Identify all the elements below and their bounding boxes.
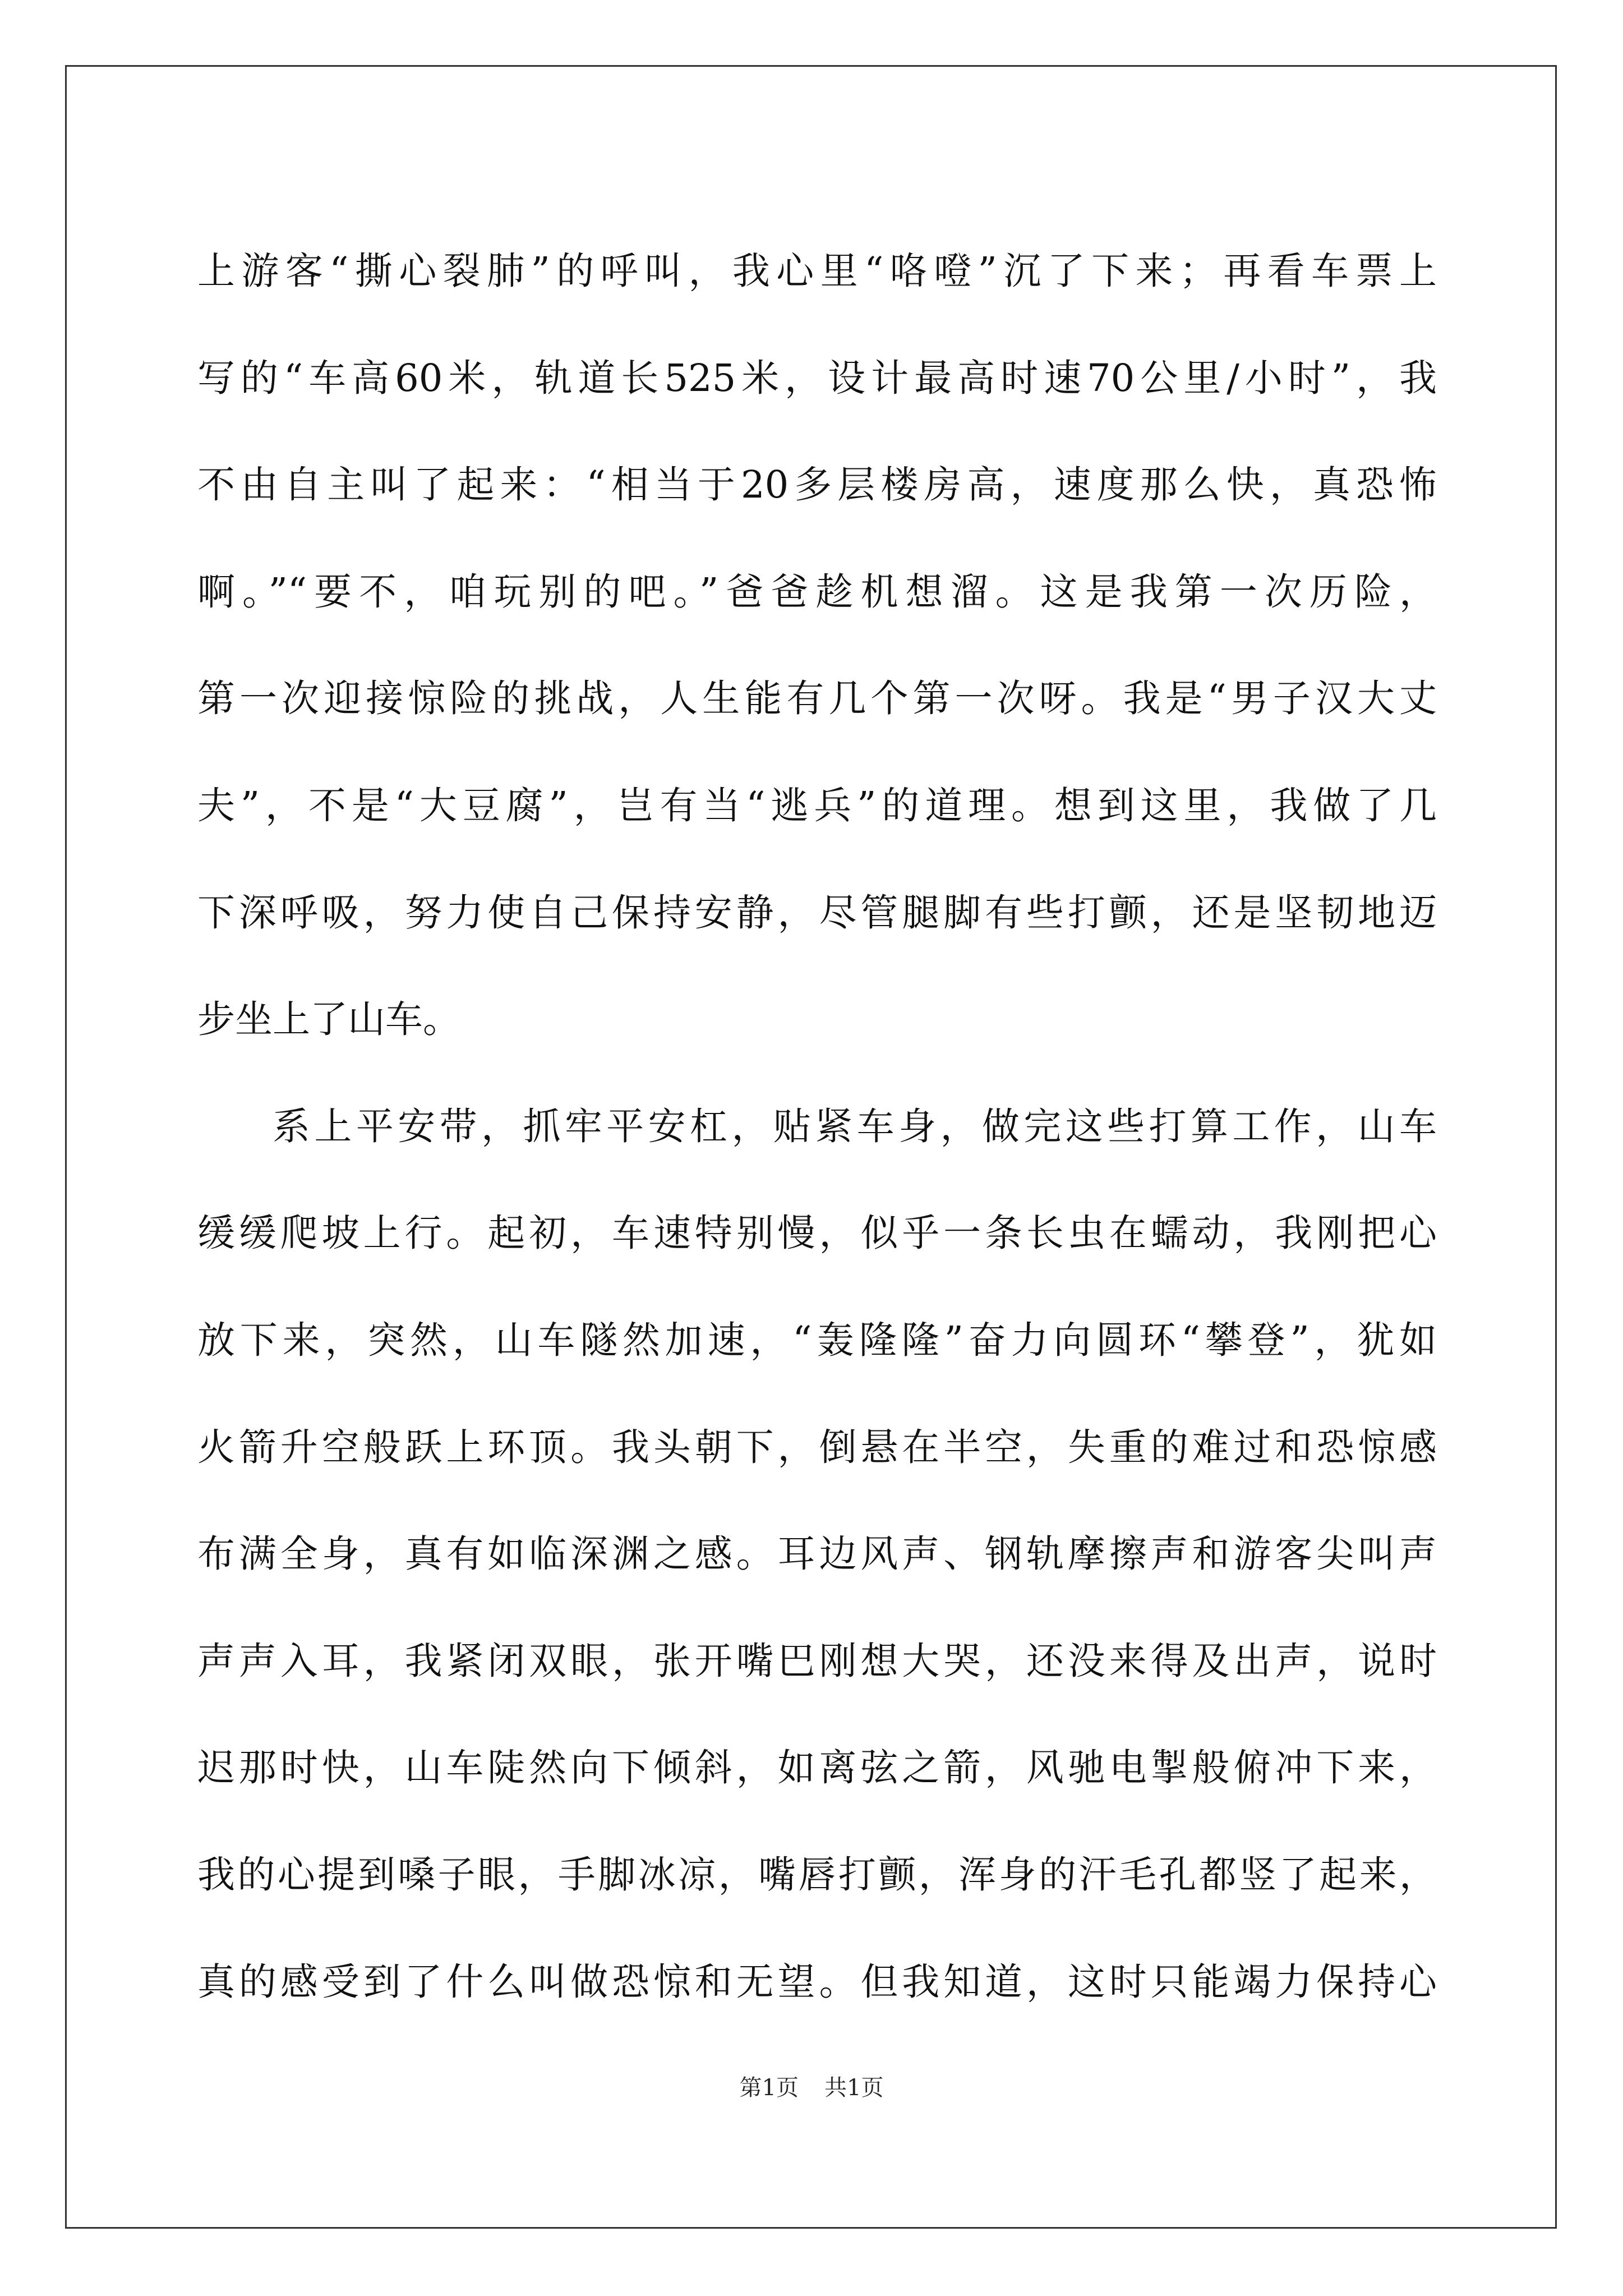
page-total: 共1页 bbox=[824, 2075, 884, 2101]
text-line: 第一次迎接惊险的挑战，人生能有几个第一次呀。我是“男子汉大丈 bbox=[197, 677, 1437, 721]
text-line: 上游客“撕心裂肺”的呼叫，我心里“咯噔”沉了下来；再看车票上 bbox=[197, 249, 1437, 293]
page-footer bbox=[0, 2070, 1623, 2102]
text-line: 缓缓爬坡上行。起初，车速特别慢，似乎一条长虫在蠕动，我刚把心 bbox=[197, 1211, 1437, 1255]
document-body bbox=[197, 218, 1437, 2035]
text-line: 夫”，不是“大豆腐”，岂有当“逃兵”的道理。想到这里，我做了几 bbox=[197, 783, 1437, 827]
text-line: 我的心提到嗓子眼，手脚冰凉，嘴唇打颤，浑身的汗毛孔都竖了起来， bbox=[197, 1852, 1437, 1897]
text-line: 写的“车高60米，轨道长525米，设计最高时速70公里/小时”，我 bbox=[197, 356, 1437, 400]
text-line: 步坐上了山车。 bbox=[197, 997, 460, 1042]
paragraph-2 bbox=[197, 1073, 1437, 2035]
text-line: 不由自主叫了起来：“相当于20多层楼房高，速度那么快，真恐怖 bbox=[197, 463, 1437, 507]
text-line: 布满全身，真有如临深渊之感。耳边风声、钢轨摩擦声和游客尖叫声 bbox=[197, 1532, 1437, 1576]
text-line: 下深呼吸，努力使自己保持安静，尽管腿脚有些打颤，还是坚韧地迈 bbox=[197, 890, 1437, 935]
text-line: 啊。”“要不，咱玩别的吧。”爸爸趁机想溜。这是我第一次历险， bbox=[197, 569, 1437, 614]
page-number: 第1页 bbox=[739, 2075, 799, 2101]
text-line: 迟那时快，山车陡然向下倾斜，如离弦之箭，风驰电掣般俯冲下来， bbox=[197, 1746, 1437, 1790]
text-line: 放下来，突然，山车隧然加速，“轰隆隆”奋力向圆环“攀登”，犹如 bbox=[197, 1318, 1437, 1362]
paragraph-1 bbox=[197, 218, 1437, 1073]
text-line: 真的感受到了什么叫做恐惊和无望。但我知道，这时只能竭力保持心 bbox=[197, 1959, 1437, 2004]
text-line: 火箭升空般跃上环顶。我头朝下，倒悬在半空，失重的难过和恐惊感 bbox=[197, 1425, 1437, 1469]
text-line: 系上平安带，抓牢平安杠，贴紧车身，做完这些打算工作，山车 bbox=[273, 1104, 1437, 1148]
text-line: 声声入耳，我紧闭双眼，张开嘴巴刚想大哭，还没来得及出声，说时 bbox=[197, 1639, 1437, 1683]
